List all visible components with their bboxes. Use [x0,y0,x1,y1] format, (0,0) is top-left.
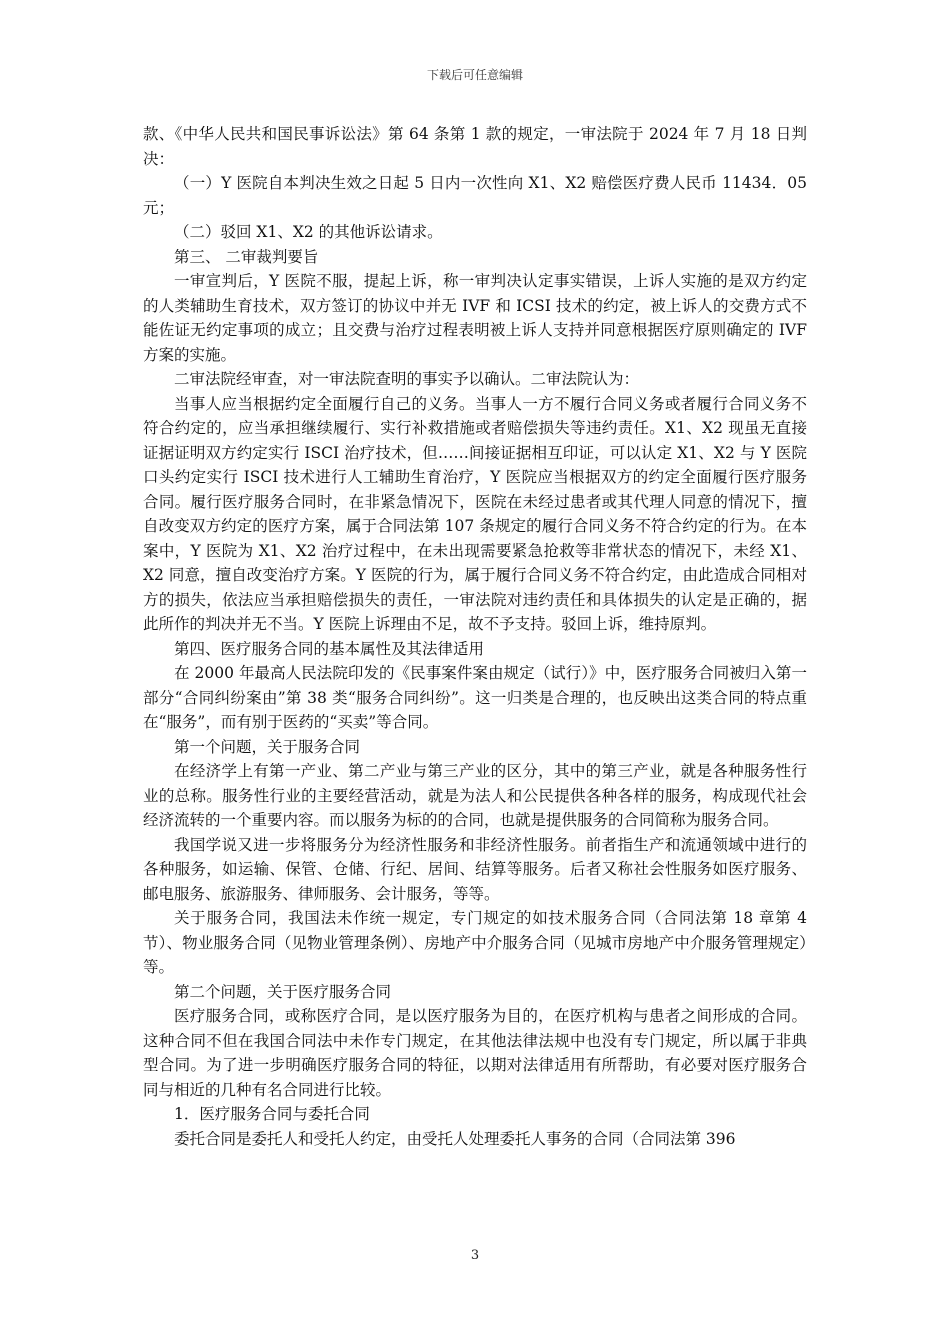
paragraph: 医疗服务合同，或称医疗合同，是以医疗服务为目的，在医疗机构与患者之间形成的合同。这种合同不但在我国合同法中未作专门规定，在其他法律法规中也没有专门规定，所以属于非典型合同。为了进一步明确医疗服务合同的特征，以期对法律适用有所帮助，有必要对医疗服务合同与相近的几种有名合同进行比较。 [143,1007,807,1099]
paragraph: 关于服务合同，我国法未作统一规定，专门规定的如技术服务合同（合同法第 18 章第 4 节）、物业服务合同（见物业管理条例）、房地产中介服务合同（见城市房地产中介服务管理规定）等。 [143,909,807,976]
paragraph: 第三、 二审裁判要旨 [174,247,319,266]
paragraph: 1．医疗服务合同与委托合同 [174,1105,370,1123]
paragraph: 款、《中华人民共和国民事诉讼法》第 64 条第 1 款的规定，一审法院于 2024 年 7 月 18 日判决： [143,125,807,168]
paragraph: （一）Y 医院自本判决生效之日起 5 日内一次性向 X1、X2 赔偿医疗费人民币 11434．05 元； [143,174,807,217]
paragraph: 我国学说又进一步将服务分为经济性服务和非经济性服务。前者指生产和流通领域中进行的各种服务，如运输、保管、仓储、行纪、居间、结算等服务。后者又称社会性服务如医疗服务、邮电服务、旅游服务、律师服务、会计服务，等等。 [143,835,807,903]
page-header: 下载后可任意编辑 [426,68,523,82]
paragraph: 在 2000 年最高人民法院印发的《民事案件案由规定（试行）》中，医疗服务合同被归入第一部分“合同纠纷案由”第 38 类“服务合同纠纷”。这一归类是合理的，也反映出这类合同的特点重在“服务”，而有别于医药的“买卖”等合同。 [143,664,807,731]
paragraph: 在经济学上有第一产业、第二产业与第三产业的区分，其中的第三产业，就是各种服务性行业的总称。服务性行业的主要经营活动，就是为法人和公民提供各种各样的服务，构成现代社会经济流转的一个重要内容。而以服务为标的的合同，也就是提供服务的合同简称为服务合同。 [143,762,807,829]
paragraph: 当事人应当根据约定全面履行自己的义务。当事人一方不履行合同义务或者履行合同义务不符合约定的，应当承担继续履行、实行补救措施或者赔偿损失等违约责任。X1、X2 现虽无直接证据证明双方约定实行 ISCI 治疗技术，但……间接证据相互印证，可以认定 X1、X2 与 Y 医院口头约定实行 ISCI 技术进行人工辅助生育治疗，Y 医院应当根据双方的约定全面履行医疗服务合同。履行医疗服务合同时，在非紧急情况下，医院在未经过患者或其代理人同意的情况下，擅自改变双方约定的医疗方案，属于合同法第 107 条规定的履行合同义务不符合约定的行为。在本案中，Y 医院为 X1、X2 治疗过程中，在未出现需要紧急抢救等非常状态的情况下，未经 X1、X2 同意，擅自改变治疗方案。Y 医院的行为，属于履行合同义务不符合约定，由此造成合同相对方的损失，依法应当承担赔偿损失的责任，一审法院对违约责任和具体损失的认定是正确的，据此所作的判决并无不当。Y 医院上诉理由不足，故不予支持。驳回上诉，维持原判。 [143,394,807,633]
paragraph: 一审宣判后，Y 医院不服，提起上诉，称一审判决认定事实错误，上诉人实施的是双方约定的人类辅助生育技术，双方签订的协议中并无 IVF 和 ICSI 技术的约定，被上诉人的交费方式不能佐证无约定事项的成立；且交费与治疗过程表明被上诉人支持并同意根据医疗原则确定的 IVF 方案的实施。 [143,272,807,364]
paragraph: 第四、医疗服务合同的基本属性及其法律适用 [174,639,485,658]
paragraph: （二）驳回 X1、X2 的其他诉讼请求。 [174,223,443,241]
paragraph: 第二个问题，关于医疗服务合同 [174,982,392,1001]
paragraph: 二审法院经审查，对一审法院查明的事实予以确认。二审法院认为： [174,370,640,388]
document-body [143,122,807,1151]
page-number: 3 [470,1248,480,1263]
paragraph: 第一个问题，关于服务合同 [174,737,361,756]
paragraph: 委托合同是委托人和受托人约定，由受托人处理委托人事务的合同（合同法第 396 [174,1129,736,1148]
